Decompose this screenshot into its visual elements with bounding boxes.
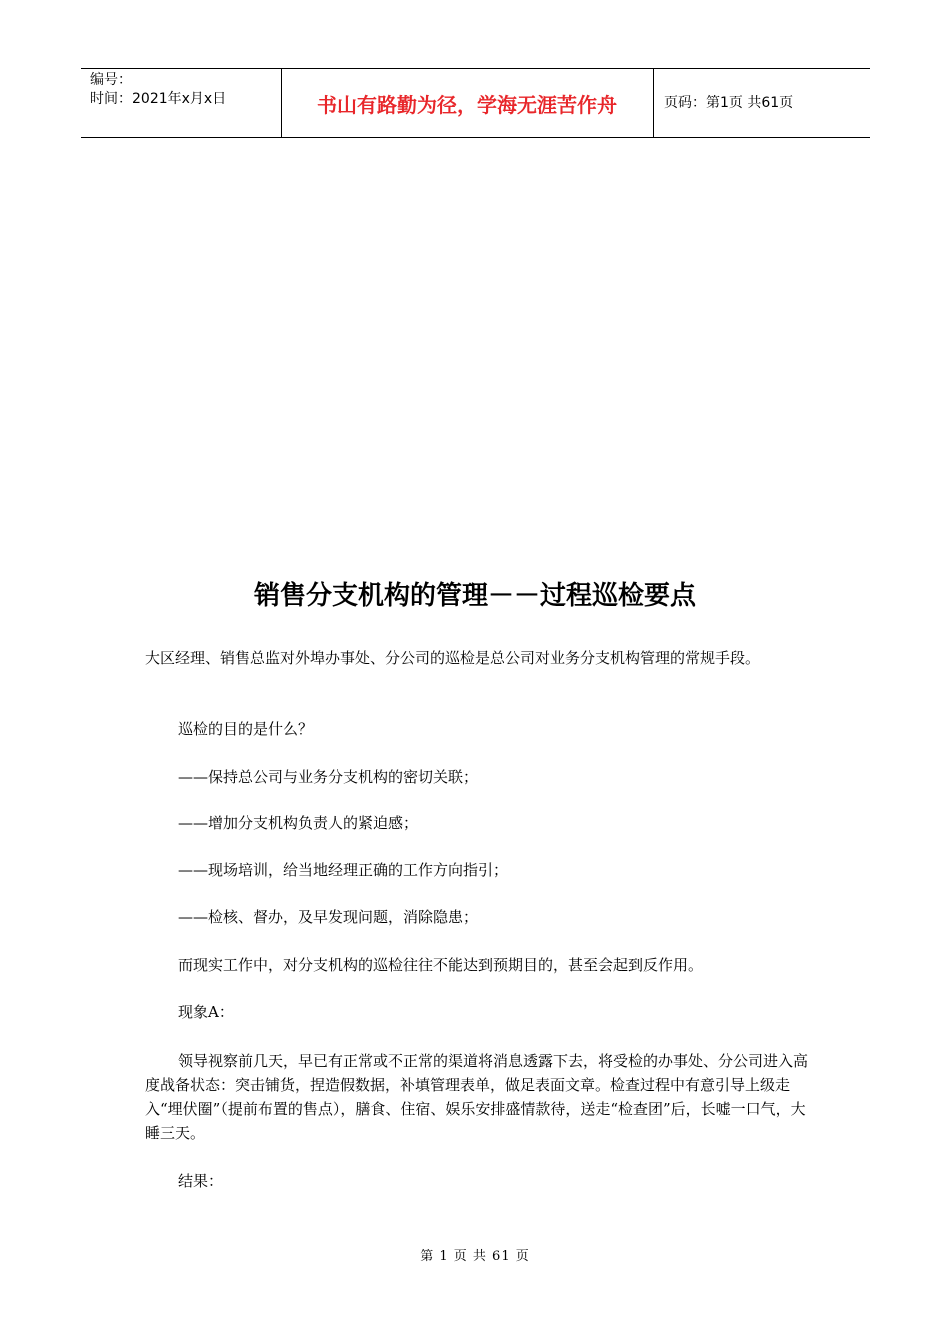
document-title: 销售分支机构的管理－－过程巡检要点: [253, 581, 696, 611]
header-motto-cell: [281, 69, 654, 137]
header-page-code: 页码：第1页 共61页: [664, 95, 794, 111]
header-table: [81, 68, 870, 138]
header-motto: 书山有路勤为径，学海无涯苦作舟: [317, 93, 617, 117]
reality-paragraph: 而现实工作中，对分支机构的巡检往往不能达到预期目的，甚至会起到反作用。: [178, 956, 704, 974]
purpose-item: ——检核、督办，及早发现问题，消除隐患；: [178, 908, 479, 926]
document-number-label: 编号：: [90, 72, 132, 88]
header-info-cell: [81, 69, 282, 137]
purpose-question: 巡检的目的是什么？: [178, 720, 314, 738]
intro-paragraph: 大区经理、销售总监对外埠办事处、分公司的巡检是总公司对业务分支机构管理的常规手段。: [145, 649, 761, 667]
purpose-item: ——现场培训，给当地经理正确的工作方向指引；: [178, 861, 509, 879]
result-label: 结果：: [178, 1172, 224, 1190]
document-time-label: 时间：2021年x月x日: [90, 91, 227, 107]
purpose-item: ——保持总公司与业务分支机构的密切关联；: [178, 768, 479, 786]
phenomenon-paragraph: 领导视察前几天，早已有正常或不正常的渠道将消息透露下去，将受检的办事处、分公司进入高度战备状态：突击铺货，捏造假数据，补填管理表单，做足表面文章。检查过程中有意引导上级走入“埋伏圈”（提前布置的售点），膳食、住宿、娱乐安排盛情款待，送走“检查团”后，长嘘一口气，大睡三天。: [145, 1052, 809, 1142]
phenomenon-label: 现象A：: [178, 1003, 234, 1021]
purpose-item: ——增加分支机构负责人的紧迫感；: [178, 814, 419, 832]
page-footer: 第 1 页 共 61 页: [420, 1249, 530, 1264]
header-page-cell: [653, 69, 870, 137]
